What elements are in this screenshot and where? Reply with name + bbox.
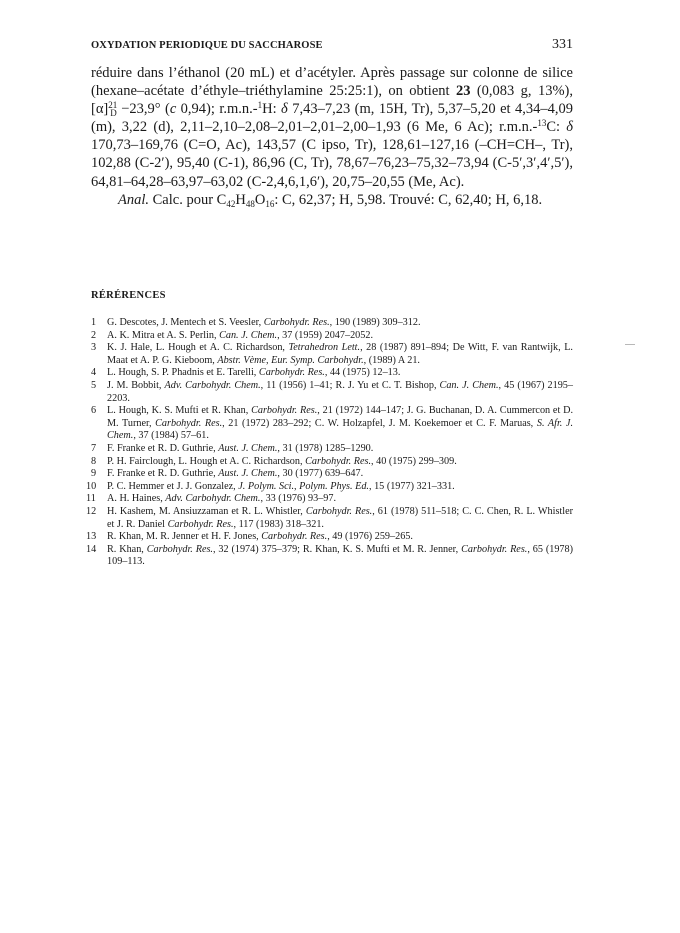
reference-text: , 37 (1984) 57–61.: [133, 430, 209, 442]
compound-number: 23: [455, 83, 471, 100]
reference-text: R. Khan, M. R. Jenner et H. F. Jones,: [107, 531, 262, 543]
reference-text: , 30 (1977) 639–647.: [277, 468, 364, 480]
reference-item: [86, 531, 573, 544]
journal-title: Carbohydr. Res.: [261, 531, 328, 543]
procedure-paragraph: réduire dans l’éthanol (20 mL) et d’acétyler. Après passage sur colonne de silice (hexane–acétate d’éthyle–triéthylamine 25:25:1), on obtient 23 (0,083 g, 13%), $[\alpha]^{21}_D -23,9^\circ$ (c 0,94); r.m.n.-$^1$H: δ 7,43–7,23 (m, 15H, Tr), 5,37–5,20 et 4,34–4,09 (m), 3,22 (d), 2,11–2,10–2,08–2,01–2,01–2,00–1,93 (6 Me, 6 Ac); r.m.n.-$^{13}$C: δ 170,73–169,76 (C=O, Ac), 143,57 (C ipso, Tr), 128,61–127,16 (–CH=CH–, Tr), 102,88 (C-2′), 95,40 (C-1), 86,96 (C, Tr), 78,67–76,23–75,32–73,94 (C-5′,3′,4′,5′), 64,81–64,28–63,97–63,02 (C-2,4,6,1,6′), 20,75–20,55 (Me, Ac).: [91, 65, 573, 190]
reference-text: L. Hough, K. S. Mufti et R. Khan,: [107, 405, 252, 417]
journal-title: Carbohydr. Res.: [263, 317, 330, 328]
reference-text: , (1989) A 21.: [363, 354, 420, 366]
reference-number: 12: [86, 505, 97, 517]
reference-item: [91, 317, 573, 330]
reference-number: 14: [86, 543, 97, 555]
reference-text: , 44 (1975) 12–13.: [324, 367, 401, 379]
reference-item: [91, 380, 573, 405]
reference-item: [91, 330, 573, 343]
reference-number: 7: [91, 442, 97, 454]
margin-mark: [625, 344, 635, 345]
journal-title: Carbohydr. Res.: [146, 543, 213, 555]
reference-text: H. Kashem, M. Ansiuzzaman et R. L. Whistler,: [107, 505, 306, 517]
reference-text: G. Descotes, J. Mentech et S. Veesler,: [107, 317, 264, 328]
journal-title: J. Polym. Sci., Polym. Phys. Ed.: [238, 480, 369, 492]
reference-item: [91, 468, 573, 481]
journal-title: Can. J. Chem.: [439, 379, 499, 391]
journal-title: Adv. Carbohydr. Chem.: [164, 379, 261, 391]
reference-text: , 21 (1972) 144–147; J. G. Buchanan, D. A. Cummercon et D. M. Turner,: [107, 405, 573, 429]
journal-title: Abstr. Vème, Eur. Symp. Carbohydr.: [217, 354, 364, 366]
journal-title: Aust. J. Chem.: [218, 442, 278, 454]
reference-number: 5: [91, 379, 97, 391]
reference-item: [91, 443, 573, 456]
reference-item: [86, 493, 573, 506]
reference-item: [91, 456, 573, 469]
reference-text: , 11 (1956) 1–41; R. J. Yu et C. T. Bishop,: [260, 379, 440, 391]
journal-title: Carbohydr. Res.: [305, 455, 372, 467]
reference-text: , 61 (1978) 511–518; C. C. Chen, R. L. Whistler et J. R. Daniel: [107, 505, 573, 530]
reference-text: , 21 (1972) 283–292; C. W. Holzapfel, J. M. Koekemoer et C. F. Maruas,: [222, 417, 537, 429]
running-title: OXYDATION PERIODIQUE DU SACCHAROSE: [91, 40, 323, 51]
journal-title: Carbohydr. Res.: [167, 518, 234, 530]
reference-text: K. J. Hale, L. Hough et A. C. Richardson,: [107, 342, 289, 354]
reference-item: [91, 405, 573, 443]
reference-text: , 31 (1978) 1285–1290.: [277, 442, 374, 454]
experimental-text: [91, 64, 573, 209]
journal-title: Carbohydr. Res.: [155, 417, 223, 429]
elemental-analysis: Anal. Calc. pour $C_{42}H_{48}O_{16}$: C, 62,37; H, 5,98. Trouvé: C, 62,40; H, 6,18.: [118, 191, 543, 209]
reference-text: , 28 (1987) 891–894; De Witt, F. van Rantwijk, L. Maat et A. P. G. Kieboom,: [107, 342, 573, 366]
reference-text: , 15 (1977) 321–331.: [368, 480, 455, 492]
reference-text: , 190 (1989) 309–312.: [329, 317, 421, 328]
reference-text: , 40 (1975) 299–309.: [371, 455, 457, 467]
journal-title: S. Afr. J. Chem.: [107, 417, 574, 442]
journal-title: Can. J. Chem.: [219, 329, 278, 341]
journal-title: Carbohydr. Res.: [461, 543, 528, 555]
journal-title: Carbohydr. Res.: [251, 405, 318, 417]
reference-number: 4: [91, 367, 97, 379]
reference-text: A. K. Mitra et A. S. Perlin,: [107, 329, 220, 341]
reference-text: , 65 (1978) 109–113.: [107, 543, 573, 568]
reference-number: 1: [91, 317, 97, 328]
reference-number: 9: [91, 468, 97, 480]
journal-title: Carbohydr. Res.: [305, 505, 373, 517]
reference-text: A. H. Haines,: [107, 493, 166, 505]
reference-item: [86, 543, 573, 569]
page-number: 331: [552, 37, 573, 52]
reference-text: J. M. Bobbit,: [107, 379, 165, 391]
reference-item: [86, 480, 573, 494]
reference-list: [86, 317, 574, 569]
reference-text: , 117 (1983) 318–321.: [233, 518, 324, 530]
journal-title: Adv. Carbohydr. Chem.: [165, 493, 261, 505]
reference-text: , 32 (1974) 375–379; R. Khan, K. S. Mufti et M. R. Jenner,: [212, 543, 462, 555]
reference-item: [86, 505, 573, 531]
reference-item: [91, 342, 573, 367]
reference-number: 10: [86, 480, 97, 492]
reference-text: , 45 (1967) 2195–2203.: [107, 379, 573, 404]
reference-text: P. C. Hemmer et J. J. Gonzalez,: [107, 480, 239, 492]
reference-number: 2: [91, 329, 97, 341]
reference-number: 3: [91, 342, 97, 354]
reference-text: F. Franke et R. D. Guthrie,: [107, 442, 219, 454]
reference-number: 6: [91, 405, 97, 417]
reference-number: 8: [91, 455, 97, 467]
reference-text: P. H. Fairclough, L. Hough et A. C. Richardson,: [107, 455, 306, 467]
reference-number: 11: [86, 493, 96, 505]
journal-title: Tetrahedron Lett.: [288, 342, 361, 354]
reference-text: F. Franke et R. D. Guthrie,: [107, 468, 219, 480]
reference-text: , 37 (1959) 2047–2052.: [277, 329, 374, 341]
reference-text: R. Khan,: [107, 543, 147, 555]
reference-text: , 49 (1976) 259–265.: [327, 531, 413, 543]
reference-item: [91, 367, 573, 380]
journal-title: Carbohydr. Res.: [258, 367, 325, 379]
reference-text: L. Hough, S. P. Phadnis et E. Tarelli,: [107, 367, 259, 379]
reference-text: , 33 (1976) 93–97.: [260, 493, 337, 505]
references-heading: RÉRÉRENCES: [91, 290, 166, 301]
journal-title: Aust. J. Chem.: [218, 468, 278, 480]
running-head: [91, 38, 571, 56]
reference-number: 13: [86, 531, 97, 543]
